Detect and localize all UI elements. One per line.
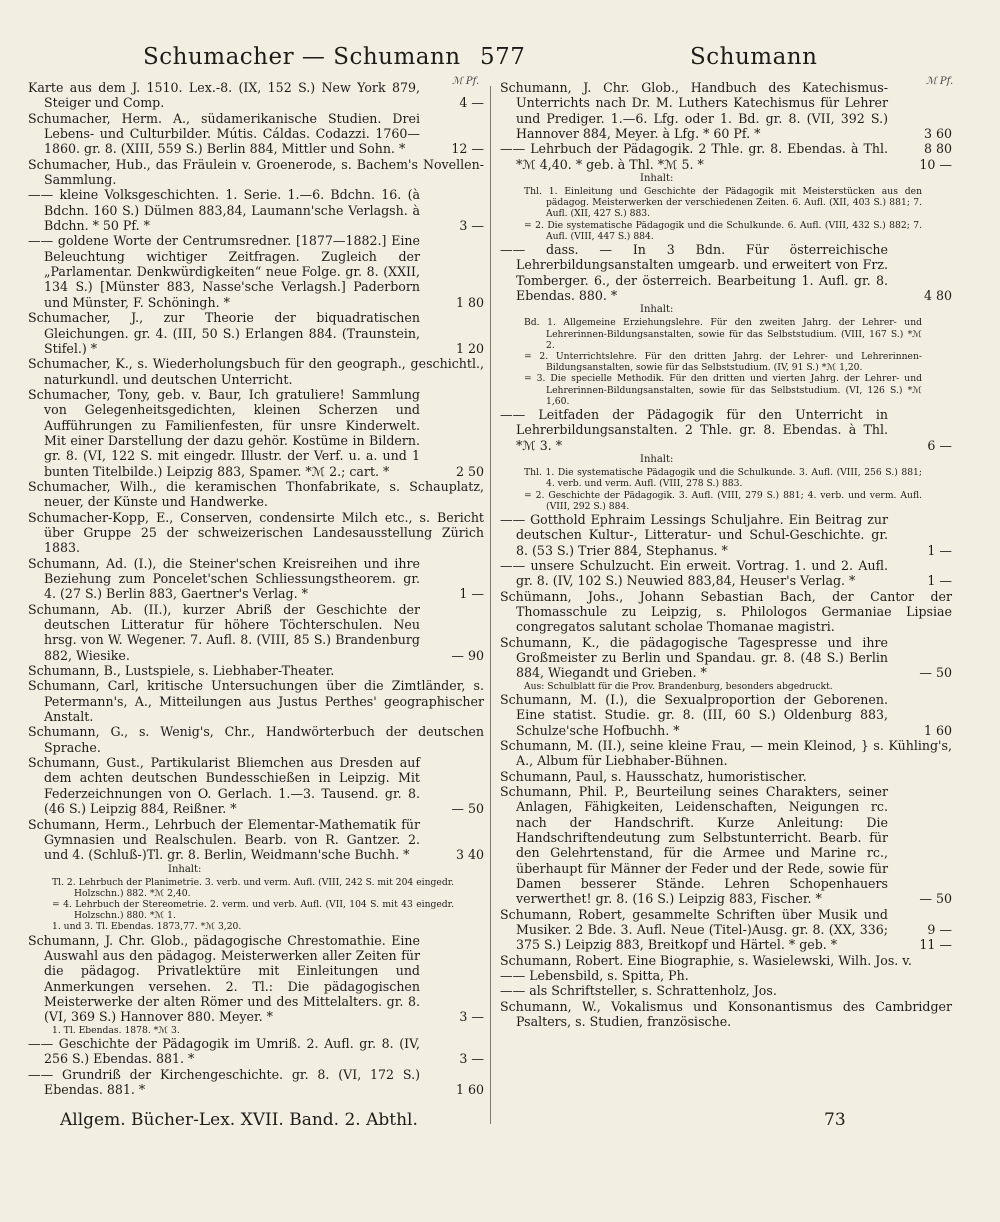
entry-price: 3 — [459, 1009, 484, 1025]
entry-text: Schumann, Gust., Partikularist Bliemchen aus Dresden auf dem achten deutschen Bundesschießen in Leipzig. Mit Federzeichnungen von O. Gerlach. 1.—3. Tausend. gr. 8. (46 S.) Leipzig 884, Reißner. * [28, 755, 420, 817]
page-number: 577 [480, 44, 526, 70]
bibliography-entry [28, 111, 484, 157]
entry-text: Schumann, M. (II.), seine kleine Frau, — mein Kleinod, } s. Kühling's, A., Album für Liebhaber-Bühnen. [500, 737, 952, 769]
entry-text: Schumann, Paul, s. Hausschatz, humoristischer. [500, 768, 807, 784]
entry-text: Karte aus dem J. 1510. Lex.-8. (IX, 152 S.) New York 879, Steiger und Comp. [28, 80, 420, 111]
contents-line: Tl. 2. Lehrbuch der Planimetrie. 3. verb. und verm. Aufl. (VIII, 242 S. mit 204 eingedr. Holzschn.) 882. *ℳ 2,40. [52, 876, 454, 899]
entry-text: —— Leitfaden der Pädagogik für den Unterricht in Lehrerbildungsanstalten. 2 Thle. gr. 8. Ebendas. à Thl. *ℳ 3. * [500, 407, 888, 453]
entry-text: Schumann, Ad. (I.), die Steiner'schen Kreisreihen und ihre Beziehung zum Poncelet'schen Schliessungstheorem. gr. 4. (27 S.) Berlin 883, Gaertner's Verlag. * [28, 555, 420, 602]
running-head-left: Schumacher — Schumann [143, 44, 461, 70]
entry-text: Schümann, Johs., Johann Sebastian Bach, der Cantor der Thomasschule zu Leipzig, s. Philologos Germaniae Lipsiae congregatos salutant scholae Thomanae magistri. [500, 588, 952, 635]
bibliography-entry [500, 999, 952, 1030]
bibliography-entry [28, 187, 484, 233]
entry-text: Schumann, Carl, kritische Untersuchungen über die Zimtländer, s. Petermann's, A., Mitteilungen aus Justus Perthes' geographischer Anstalt. [28, 678, 484, 725]
bibliography-entry [28, 755, 484, 816]
bibliography-entry [28, 356, 484, 387]
entry-text: Schumann, Herm., Lehrbuch der Elementar-Mathematik für Gymnasien und Realschulen. Bearb. von R. Gantzer. 2. und 4. (Schluß-)Tl. gr. 8. Berlin, Weidmann'sche Buchh. * [28, 816, 420, 863]
running-head-right: Schumann [690, 44, 818, 70]
entry-price: 4 — [459, 95, 484, 111]
bibliography-entry [500, 407, 952, 453]
entry-price: 4 80 [923, 288, 952, 304]
bibliography-entry [500, 635, 952, 681]
bibliography-entry [28, 1067, 484, 1098]
bibliography-entry [28, 157, 484, 188]
bibliography-entry [500, 953, 952, 968]
bibliography-entry [28, 1036, 484, 1067]
entry-text: Schumann, M. (I.), die Sexualproportion der Geborenen. Eine statist. Studie. gr. 8. (III, 60 S.) Oldenburg 883, Schulze'sche Hofbuchh. * [500, 691, 888, 738]
entry-text: Schumann, G., s. Wenig's, Chr., Handwörterbuch der deutschen Sprache. [28, 724, 484, 755]
bibliography-entry [500, 141, 952, 172]
contents-label: Inhalt: [640, 304, 674, 316]
entry-text: Schumann, J. Chr. Glob., pädagogische Chrestomathie. Eine Auswahl aus den pädagog. Meisterwerken aller Zeiten für die pädagog. Privatlektüre mit Einleitungen und Anmerkungen versehen. 2. Tl.: Die pädagogischen Meisterwerke der alten Römer und des Mittelalters. gr. 8. (VI, 369 S.) Hannover 880. Meyer. * [28, 932, 420, 1025]
entry-text: Schumann, Robert. Eine Biographie, s. Wasielewski, Wilh. Jos. v. [500, 952, 912, 968]
bibliography-entry [28, 602, 484, 663]
entry-text: —— als Schriftsteller, s. Schrattenholz, Jos. [500, 983, 777, 999]
entry-price: 12 — [451, 141, 484, 157]
entry-text: Schumacher, K., s. Wiederholungsbuch für den geograph., geschichtl., naturkundl. und deutschen Unterricht. [28, 356, 484, 387]
entry-text: —— Geschichte der Pädagogik im Umriß. 2. Aufl. gr. 8. (IV, 256 S.) Ebendas. 881. * [28, 1035, 420, 1067]
entry-text: —— Gotthold Ephraim Lessings Schuljahre. Ein Beitrag zur deutschen Kultur-, Litteratur- und Schul-Geschichte. gr. 8. (53 S.) Trier 884, Stephanus. * [500, 511, 888, 558]
entry-text: —— Grundriß der Kirchengeschichte. gr. 8. (VI, 172 S.) Ebendas. 881. * [28, 1066, 420, 1097]
footer-signature: Allgem. Bücher-Lex. XVII. Band. 2. Abthl. [60, 1110, 418, 1130]
entry-price: — 90 [451, 647, 484, 663]
entry-text: Schumacher, J., zur Theorie der biquadratischen Gleichungen. gr. 4. (III, 50 S.) Erlangen 884. (Traunstein, Stifel.) * [28, 310, 420, 356]
bibliography-entry [28, 233, 484, 310]
bibliography-entry [28, 724, 484, 755]
entry-text: Schumann, B., Lustspiele, s. Liebhaber-Theater. [28, 663, 335, 679]
entry-price: 1 — [927, 542, 952, 558]
entry-price: 3 40 [455, 847, 484, 863]
column-divider [490, 86, 491, 1124]
bibliography-entry [500, 242, 952, 303]
entry-text: —— dass. — In 3 Bdn. Für österreichische Lehrerbildungsanstalten umgearb. und erweitert von Frz. Tomberger. 6., der österreich. Bearbeitung 1. Aufl. gr. 8. Ebendas. 880. * [500, 242, 888, 304]
bibliography-entry [28, 678, 484, 724]
contents-line: = 2. Unterrichtslehre. Für den dritten Jahrg. der Lehrer- und Lehrerinnen-Bildungsanstalten, sowie für das Selbststudium. (IV, 91 S.) *ℳ 1,20. [524, 351, 922, 374]
entry-text: —— goldene Worte der Centrumsredner. [1877—1882.] Eine Beleuchtung wichtiger Zeitfragen. Zugleich der „Parlamentar. Denkwürdigkeiten“ neue Folge. gr. 8. (XXII, 134 S.) [Münster 883, Nasse'sche Verlagsh.] Paderborn und Münster, F. Schöningh. * [28, 233, 420, 310]
entry-price: 1 60 [923, 722, 952, 738]
entry-price: 1 — [927, 573, 952, 589]
bibliography-entry [28, 663, 484, 678]
bibliography-entry [28, 510, 484, 556]
entry-price: 1 20 [455, 340, 484, 356]
contents-line: Bd. 1. Allgemeine Erziehungslehre. Für den zweiten Jahrg. der Lehrer- und Lehrerinnen-Bildungsanstalten, sowie für das Selbststudium. (VIII, 167 S.) *ℳ 2. [524, 317, 922, 351]
bibliography-entry [28, 387, 484, 479]
bibliography-entry [28, 933, 484, 1025]
left-column [28, 80, 484, 1097]
entry-text: Schumacher, Tony, geb. v. Baur, Ich gratuliere! Sammlung von Gelegenheitsgedichten, kleinen Scherzen und Aufführungen zu Familienfesten, für unsre Kinderwelt. Mit einer Darstellung der dazu gehör. Kostüme in Bildern. gr. 8. (VI, 122 S. mit eingedr. Illustr. der Verf. u. a. und 1 bunten Titelbilde.) Leipzig 883, Spamer. *ℳ 2.; cart. * [28, 386, 420, 479]
entry-text: Schumann, Robert, gesammelte Schriften über Musik und Musiker. 2 Bde. 3. Aufl. Neue (Titel-)Ausg. gr. 8. (XX, 336; 375 S.) Leipzig 883, Breitkopf und Härtel. * geb. * [500, 906, 888, 953]
entry-text: Schumacher, Wilh., die keramischen Thonfabrikate, s. Schauplatz, neuer, der Künste und Handwerke. [28, 478, 484, 510]
entry-price: 1 — [459, 586, 484, 602]
bibliography-entry [500, 968, 952, 983]
contents-line: 1. und 3. Tl. Ebendas. 1873,77. *ℳ 3,20. [52, 921, 242, 933]
entry-price: 3 — [459, 1051, 484, 1067]
bibliography-entry [28, 479, 484, 510]
contents-line: 1. Tl. Ebendas. 1878. *ℳ 3. [52, 1024, 180, 1036]
footer-sheet-number: 73 [824, 1110, 846, 1130]
contents-line: = 2. Geschichte der Pädagogik. 3. Aufl. (VIII, 279 S.) 881; 4. verb. und verm. Aufl. (VIII, 292 S.) 884. [524, 489, 922, 512]
contents-line: = 2. Die systematische Pädagogik und die Schulkunde. 6. Aufl. (VIII, 432 S.) 882; 7. Aufl. (VIII, 447 S.) 884. [524, 219, 922, 242]
entry-price: — 50 [919, 665, 952, 681]
entry-price: 3 60 [923, 126, 952, 142]
entry-price: 3 — [459, 218, 484, 234]
entry-price: 9 — 11 — [919, 922, 952, 953]
entry-price: 8 80 10 — [919, 141, 952, 172]
right-column [500, 80, 952, 1029]
bibliography-entry [500, 692, 952, 738]
contents-line: = 4. Lehrbuch der Stereometrie. 2. verm. und verb. Aufl. (VII, 104 S. mit 43 eingedr. Holzschn.) 880. *ℳ 1. [52, 898, 454, 922]
entry-price: 2 50 [455, 463, 484, 479]
entry-price: 1 80 [455, 294, 484, 310]
contents-label: Inhalt: [640, 454, 674, 466]
bibliography-entry [28, 310, 484, 356]
contents-line: Thl. 1. Die systematische Pädagogik und die Schulkunde. 3. Aufl. (VIII, 256 S.) 881; 4. verb. und verm. Aufl. (VIII, 278 S.) 883. [524, 467, 922, 490]
entry-text: —— kleine Volksgeschichten. 1. Serie. 1.—6. Bdchn. 16. (à Bdchn. 160 S.) Dülmen 883,84, Laumann'sche Verlagsh. à Bdchn. * 50 Pf. * [28, 187, 420, 234]
contents-label: Inhalt: [168, 863, 202, 875]
bibliography-entry [28, 817, 484, 863]
contents-label: Inhalt: [640, 173, 674, 185]
entry-text: Schumacher, Hub., das Fräulein v. Groenerode, s. Bachem's Novellen-Sammlung. [28, 156, 484, 188]
entry-text: Schumann, Ab. (II.), kurzer Abriß der Geschichte der deutschen Litteratur für höhere Töchterschulen. Neu hrsg. von W. Wegener. 7. Aufl. 8. (VIII, 85 S.) Brandenburg 882, Wiesike. [28, 601, 420, 663]
entry-price: 1 60 [455, 1081, 484, 1097]
entry-text: Schumacher, Herm. A., südamerikanische Studien. Drei Lebens- und Culturbilder. Mútis. Cáldas. Codazzi. 1760—1860. gr. 8. (XIII, 559 S.) Berlin 884, Mittler und Sohn. * [28, 110, 420, 157]
entry-text: Schumann, W., Vokalismus und Konsonantismus des Cambridger Psalters, s. Studien, französische. [500, 998, 952, 1030]
entry-text: Schumann, Phil. P., Beurteilung seines Charakters, seiner Anlagen, Fähigkeiten, Leidenschaften, Neigungen rc. nach der Handschrift. Kurze Anleitung: Die Handschriftendeutung zum Selbstunterricht. Bearb. für den Gelehrtenstand, für die Armee und Marine rc., überhaupt für Männer der Feder und der Rede, sowie für Damen besserer Stände. Lehren Schopenhauers verwerthet! gr. 8. (16 S.) Leipzig 883, Fischer. * [500, 783, 888, 907]
bibliography-entry [500, 558, 952, 589]
contents-line: Thl. 1. Einleitung und Geschichte der Pädagogik mit Meisterstücken aus den pädagog. Meisterwerken der verschiedenen Zeiten. 6. Aufl. (XII, 403 S.) 881; 7. Aufl. (XII, 427 S.) 883. [524, 186, 922, 220]
bibliography-entry [500, 738, 952, 769]
entry-text: —— unsere Schulzucht. Ein erweit. Vortrag. 1. und 2. Aufl. gr. 8. (IV, 102 S.) Neuwied 883,84, Heuser's Verlag. * [500, 557, 888, 589]
contents-line: Aus: Schulblatt für die Prov. Brandenburg, besonders abgedruckt. [524, 680, 833, 692]
entry-price: — 50 [919, 891, 952, 907]
price-column-header-right: ℳ Pf. [926, 76, 954, 87]
bibliography-entry [500, 784, 952, 907]
price-column-header-left: ℳ Pf. [452, 76, 480, 87]
entry-text: Schumann, K., die pädagogische Tagespresse und ihre Großmeister zu Berlin und Spandau. gr. 8. (48 S.) Berlin 884, Wiegandt und Grieben. * [500, 634, 888, 681]
bibliography-entry [500, 512, 952, 558]
bibliography-entry [500, 907, 952, 953]
bibliography-entry [500, 80, 952, 141]
bibliography-entry [28, 556, 484, 602]
entry-text: —— Lebensbild, s. Spitta, Ph. [500, 968, 689, 984]
entry-price: 6 — [927, 437, 952, 453]
bibliography-entry [500, 983, 952, 998]
entry-text: Schumacher-Kopp, E., Conserven, condensirte Milch etc., s. Bericht über Gruppe 25 der schweizerischen Landesausstellung Zürich 1883. [28, 509, 484, 556]
contents-line: = 3. Die specielle Methodik. Für den dritten und vierten Jahrg. der Lehrer- und Lehrerinnen-Bildungsanstalten, sowie für das Selbststudium. (VI, 126 S.) *ℳ 1,60. [524, 373, 922, 407]
entry-price: — 50 [451, 801, 484, 817]
entry-text: Schumann, J. Chr. Glob., Handbuch des Katechismus-Unterrichts nach Dr. M. Luthers Katechismus für Lehrer und Prediger. 1.—6. Lfg. oder 1. Bd. gr. 8. (VII, 392 S.) Hannover 884, Meyer. à Lfg. * 60 Pf. * [500, 80, 888, 142]
bibliography-entry [500, 769, 952, 784]
bibliography-entry [500, 589, 952, 635]
entry-text: —— Lehrbuch der Pädagogik. 2 Thle. gr. 8. Ebendas. à Thl. *ℳ 4,40. * geb. à Thl. *ℳ 5. * [500, 141, 888, 172]
bibliography-entry [28, 80, 484, 111]
